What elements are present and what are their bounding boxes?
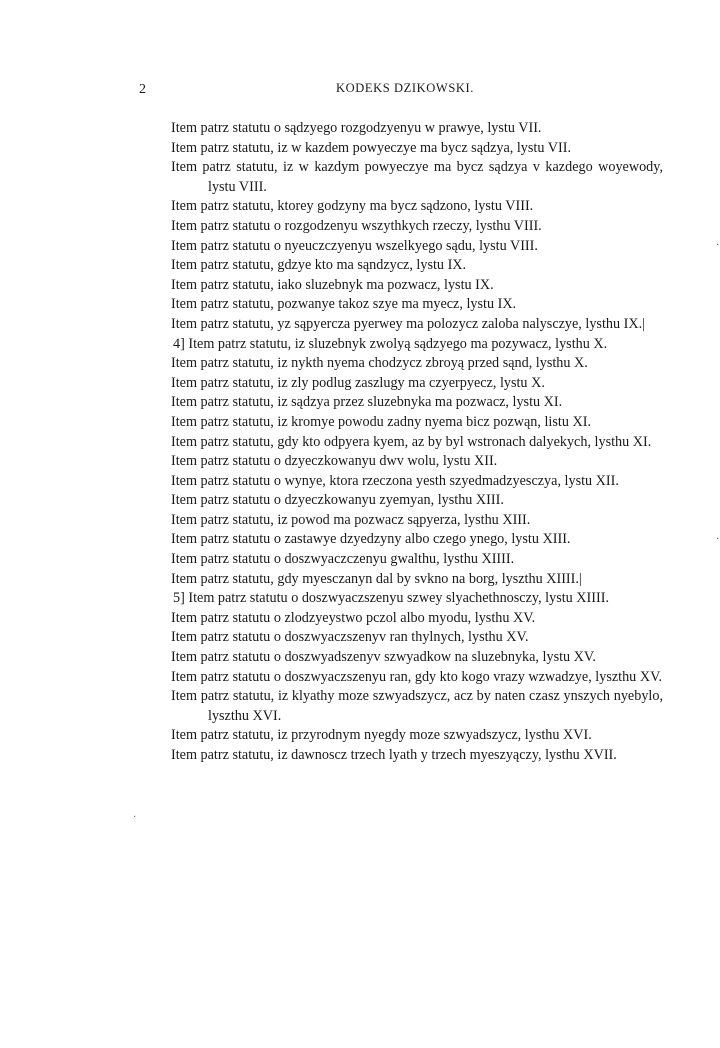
index-entry: Item patrz statutu o doszwyadszenyv szwyadkow na sluzebnyka, lystu XV. [171,649,596,666]
index-entry: Item patrz statutu o rozgodzenyu wszythkych rzeczy, lysthu VIII. [171,217,542,234]
index-entry: Item patrz statutu, gdy kto odpyera kyem, az by byl wstronach dalyekych, lysthu XI. [171,433,652,450]
index-entry: Item patrz statutu, iz w kazdem powyeczye ma bycz sądzya, lystu VII. [171,139,571,156]
index-entry: Item patrz statutu, gdzye kto ma sąndzycz, lystu IX. [171,257,467,274]
index-entry: Item patrz statutu, iz klyathy moze szwyadszycz, acz by naten czasz ynszych nyebylo, lyszthu XVI. [171,688,663,724]
index-entry: Item patrz statutu, pozwanye takoz szye ma myecz, lystu IX. [171,296,517,313]
margin-dot: · [716,240,720,251]
index-entry: Item patrz statutu o dzyeczkowanyu dwv wolu, lystu XII. [171,453,498,470]
index-entry: Item patrz statutu o doszwyaczszenyv ran thylnych, lysthu XV. [171,629,529,646]
index-entry: Item patrz statutu o zlodzyeystwo pczol albo myodu, lysthu XV. [171,609,536,626]
index-entry: Item patrz statutu, iz zly podlug zaszlugy ma czyerpyecz, lystu X. [171,374,545,391]
index-entry: Item patrz statutu, iz sądzya przez sluzebnyka ma pozwacz, lystu XI. [171,394,563,411]
index-entry: Item patrz statutu o wynye, ktora rzeczona yesth szyedmadzyesczya, lystu XII. [171,472,619,489]
index-entry: Item patrz statutu, iz w kazdym powyeczye ma bycz sądzya v kazdego woyewody, lystu VIII. [171,159,663,195]
page-number: 2 [139,82,146,97]
margin-dot: · [716,534,720,545]
index-entry: Item patrz statutu, yz sąpyercza pyerwey ma polozycz zaloba nalysczye, lysthu IX.| [171,315,645,332]
index-entry: Item patrz statutu o dzyeczkowanyu zyemyan, lysthu XIII. [171,492,504,509]
index-entry: 4] Item patrz statutu, iz sluzebnyk zwolyą sądzyego ma pozywacz, lysthu X. [173,335,608,352]
margin-dot: · [133,812,137,823]
index-entry: Item patrz statutu, iz powod ma pozwacz sąpyerza, lysthu XIII. [171,511,531,528]
running-head: KODEKS DZIKOWSKI. [336,81,474,95]
index-entry: Item patrz statutu, ktorey godzyny ma bycz sądzono, lystu VIII. [171,198,534,215]
index-entry: Item patrz statutu o nyeuczczyenyu wszelkyego sądu, lystu VIII. [171,237,538,254]
index-entry: Item patrz statutu o zastawye dzyedzyny albo czego ynego, lystu XIII. [171,531,571,548]
index-entry: Item patrz statutu, iz dawnoscz trzech lyath y trzech myeszyączy, lysthu XVII. [171,747,617,763]
index-entry: Item patrz statutu, iz nykth nyema chodzycz zbroyą przed sąnd, lysthu X. [171,355,588,372]
index-entry: Item patrz statutu o doszwyaczszenyu ran, gdy kto kogo vrazy wzwadzye, lyszthu XV. [171,668,663,685]
index-entry: Item patrz statutu, iz przyrodnym nyegdy moze szwyadszycz, lysthu XVI. [171,727,592,744]
index-entry-list [171,119,663,766]
index-entry: Item patrz statutu, iz kromye powodu zadny nyema bicz pozwąn, listu XI. [171,413,591,430]
index-entry: Item patrz statutu, iako sluzebnyk ma pozwacz, lystu IX. [171,276,494,293]
index-entry: Item patrz statutu o doszwyaczczenyu gwalthu, lysthu XIIII. [171,551,515,568]
index-entry: Item patrz statutu, gdy myesczanyn dal by svkno na borg, lyszthu XIIII.| [171,570,582,587]
index-entry: 5] Item patrz statutu o doszwyaczszenyu szwey slyachethnosczy, lystu XIIII. [173,590,609,607]
index-entry: Item patrz statutu o sądzyego rozgodzyenyu w prawye, lystu VII. [171,120,542,136]
